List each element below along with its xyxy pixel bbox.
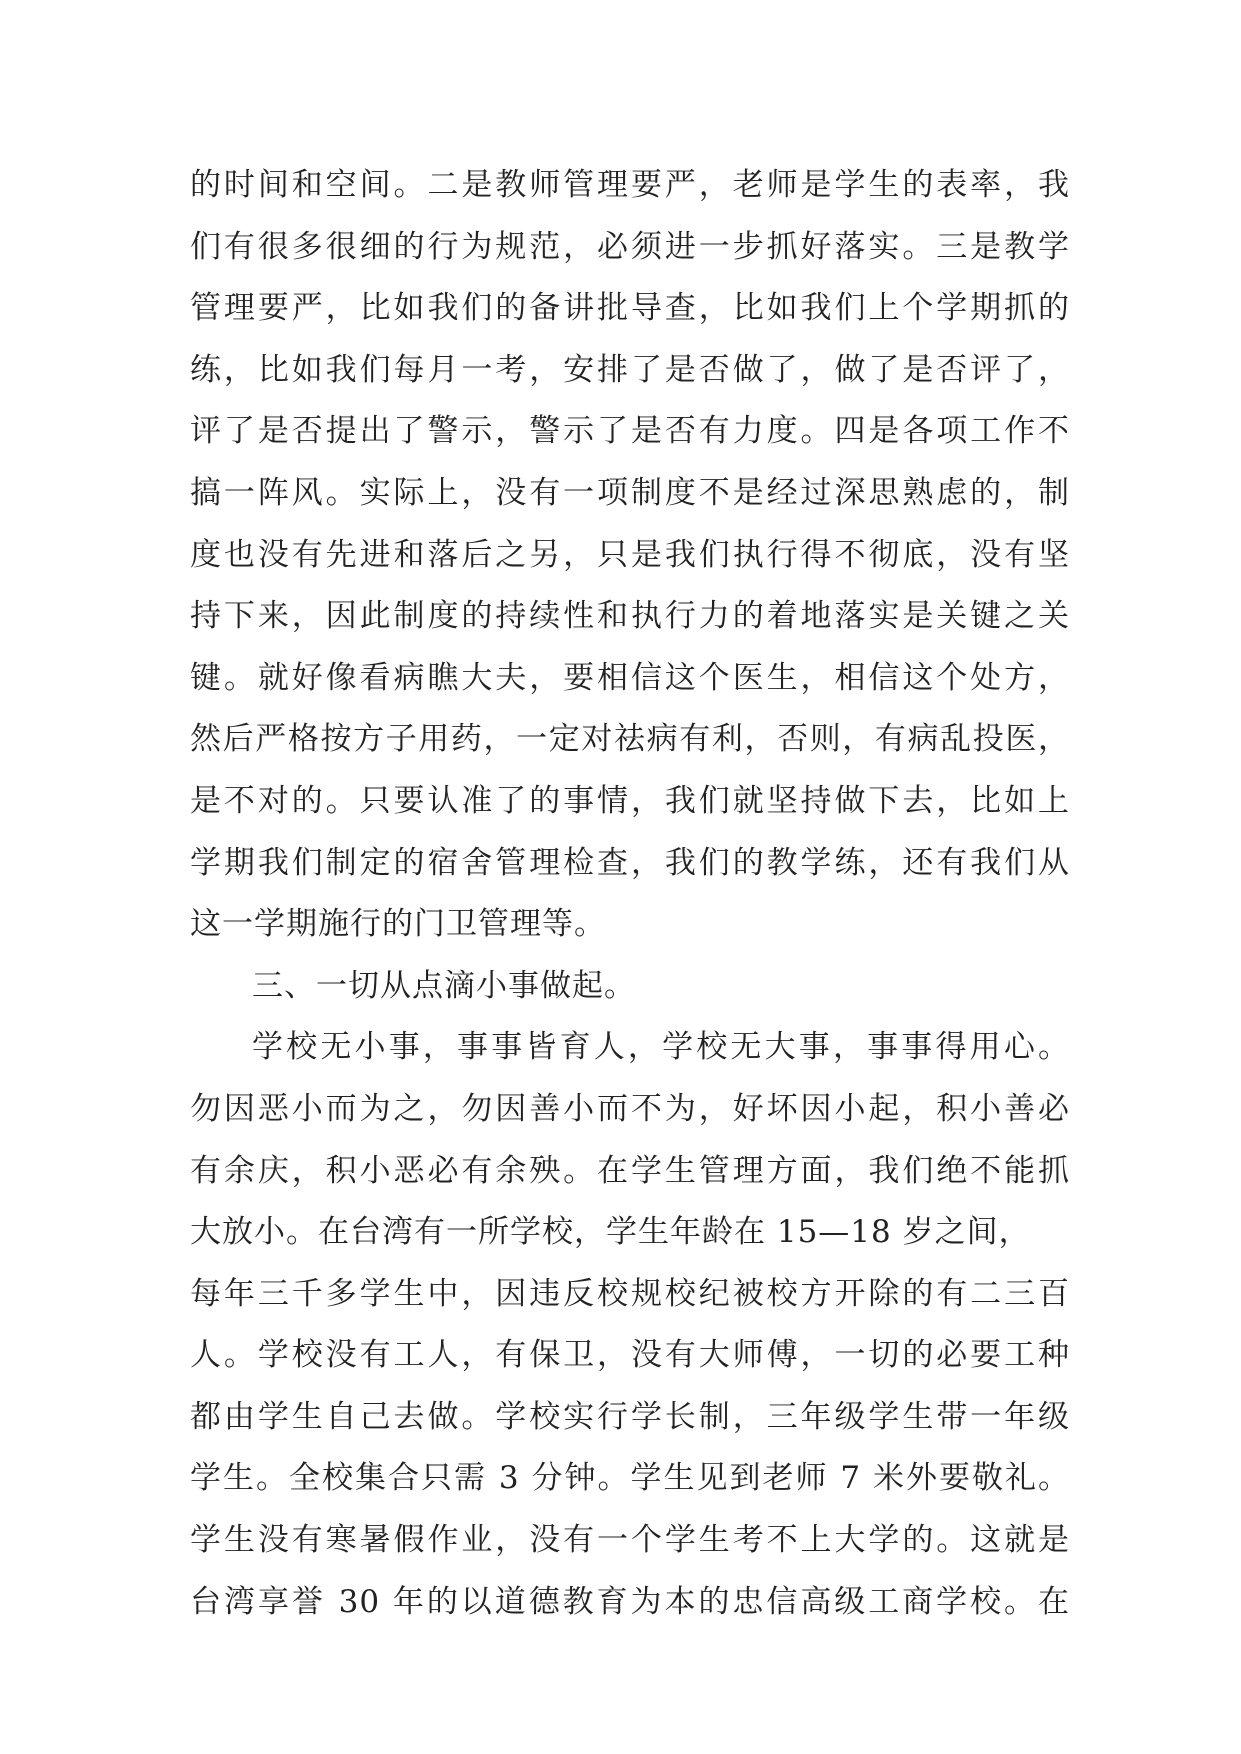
- text-line: 学期我们制定的宿舍管理检查，我们的教学练，还有我们从: [190, 844, 1070, 881]
- text-line: 都由学生自己去做。学校实行学长制，三年级学生带一年级: [190, 1398, 1070, 1435]
- text-line: 大放小。在台湾有一所学校，学生年龄在 15—18 岁之间，: [190, 1214, 1031, 1251]
- text-line: 是不对的。只要认准了的事情，我们就坚持做下去，比如上: [190, 782, 1070, 819]
- text-line: 学校无小事，事事皆育人，学校无大事，事事得用心。: [252, 1029, 1070, 1066]
- paragraph-continued: [190, 155, 1070, 956]
- text-line: 有余庆，积小恶必有余殃。在学生管理方面，我们绝不能抓: [190, 1152, 1070, 1189]
- text-line: 度也没有先进和落后之另，只是我们执行得不彻底，没有坚: [190, 536, 1070, 573]
- text-line: 评了是否提出了警示，警示了是否有力度。四是各项工作不: [190, 413, 1070, 450]
- text-line: 台湾享誉 30 年的以道德教育为本的忠信高级工商学校。在: [190, 1583, 1070, 1620]
- text-line: 人。学校没有工人，有保卫，没有大师傅，一切的必要工种: [190, 1337, 1070, 1374]
- text-line: 练，比如我们每月一考，安排了是否做了，做了是否评了，: [190, 351, 1070, 388]
- text-line: 这一学期施行的门卫管理等。: [190, 906, 606, 943]
- text-line: 勿因恶小而为之，勿因善小而不为，好坏因小起，积小善必: [190, 1090, 1070, 1127]
- text-line: 每年三千多学生中，因违反校规校纪被校方开除的有二三百: [190, 1275, 1070, 1312]
- text-line: 管理要严，比如我们的备讲批导查，比如我们上个学期抓的: [190, 290, 1070, 327]
- text-line: 然后严格按方子用药，一定对祛病有利，否则，有病乱投医，: [190, 721, 1070, 758]
- text-line: 学生。全校集合只需 3 分钟。学生见到老师 7 米外要敬礼。: [190, 1460, 1070, 1497]
- text-line: 学生没有寒暑假作业，没有一个学生考不上大学的。这就是: [190, 1522, 1070, 1559]
- text-line: 搞一阵风。实际上，没有一项制度不是经过深思熟虑的，制: [190, 474, 1070, 511]
- section-heading: 三、一切从点滴小事做起。: [252, 967, 636, 1004]
- text-line: 的时间和空间。二是教师管理要严，老师是学生的表率，我: [190, 167, 1070, 203]
- paragraph: [190, 1017, 1070, 1633]
- document-body: [190, 155, 1070, 1633]
- text-line: 们有很多很细的行为规范，必须进一步抓好落实。三是教学: [190, 228, 1070, 265]
- text-line: 持下来，因此制度的持续性和执行力的着地落实是关键之关: [190, 598, 1070, 635]
- text-line: 键。就好像看病瞧大夫，要相信这个医生，相信这个处方，: [190, 659, 1070, 696]
